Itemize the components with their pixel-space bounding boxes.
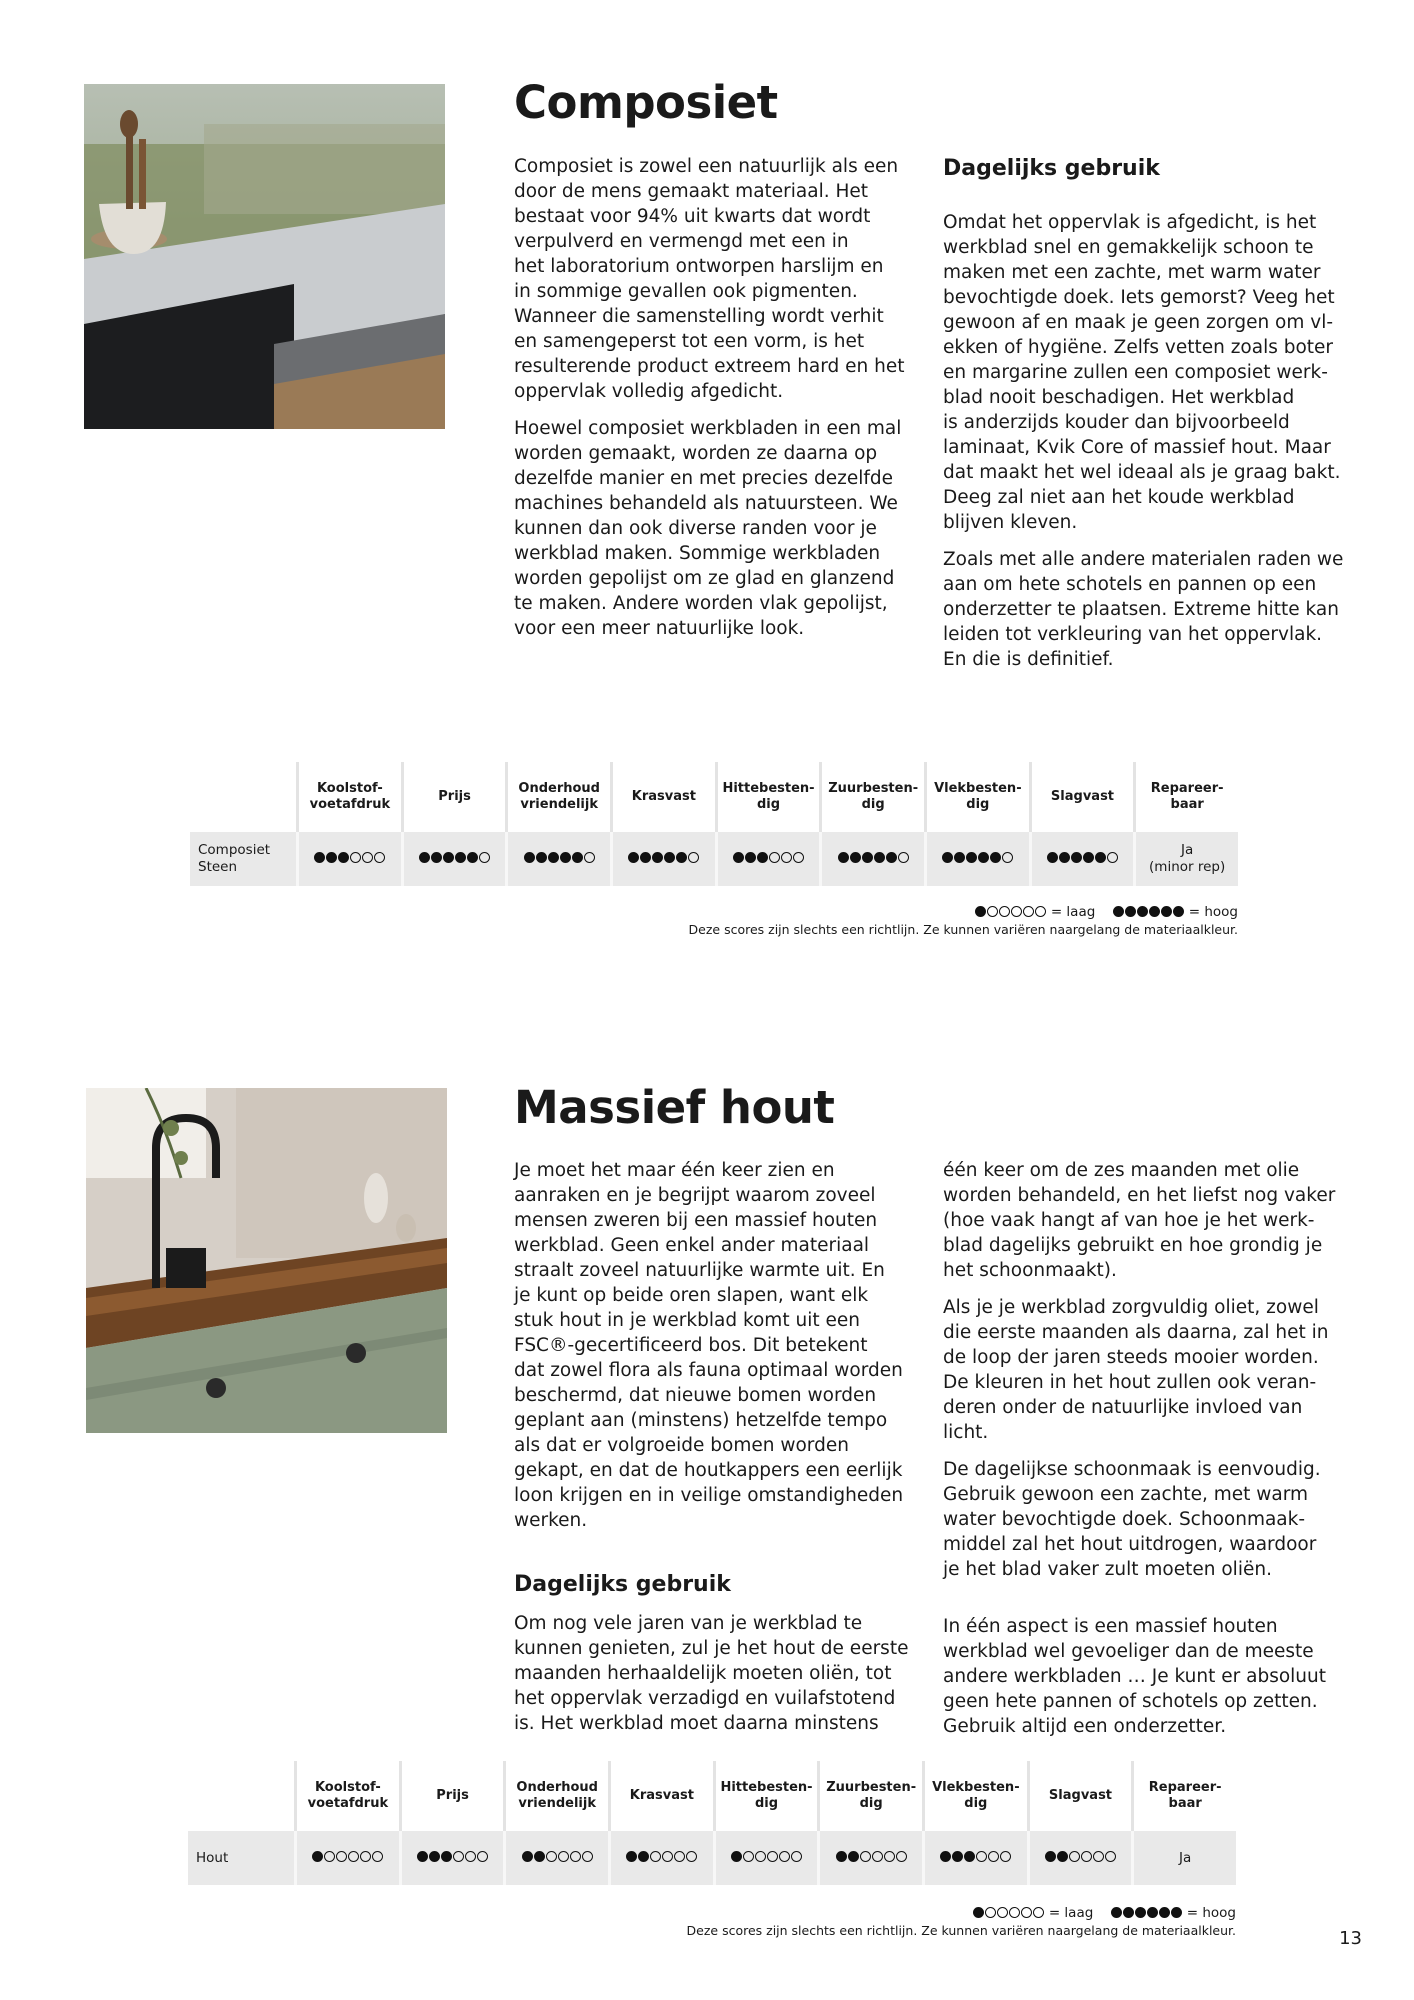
score-cell <box>924 832 1029 886</box>
composiet-paragraph-1: Composiet is zowel een natuurlijk als een door de mens gemaakt materiaal. Het bestaat voor 94% uit kwarts dat wordt verpulverd en vermengd met een in het laboratorium ontworpen harslijm en in sommige gevallen ook pigmenten. Wanneer die samenstelling wordt verhit en samengeperst tot een vorm, is het resulterende product extreem hard en het oppervlak volledig afgedicht. <box>514 156 905 402</box>
score-dot-filled <box>990 852 1001 863</box>
score-dot-empty <box>985 1907 996 1918</box>
score-cell <box>401 832 506 886</box>
score-dot-empty <box>999 906 1010 917</box>
score-dot-filled <box>1111 1907 1122 1918</box>
header-blank <box>190 762 296 832</box>
score-dot-empty <box>674 1851 685 1862</box>
score-dot-empty <box>860 1851 871 1862</box>
score-cell <box>1027 1831 1132 1885</box>
score-dot-filled <box>940 1851 951 1862</box>
score-cell <box>715 832 820 886</box>
score-dots <box>626 1851 698 1862</box>
score-dot-empty <box>336 1851 347 1862</box>
header-repareerbaar: Repareer- baar <box>1133 762 1238 832</box>
score-dot-filled <box>1045 1851 1056 1862</box>
massief-hout-kitchen-photo <box>86 1088 447 1433</box>
score-dot-filled <box>838 852 849 863</box>
score-dot-filled <box>628 852 639 863</box>
composiet-right-column <box>943 210 1363 684</box>
score-dot-filled <box>1057 1851 1068 1862</box>
composiet-left-column <box>514 154 914 653</box>
score-dot-empty <box>769 852 780 863</box>
score-dot-empty <box>348 1851 359 1862</box>
legend-low-dots <box>973 1907 1045 1918</box>
score-dot-filled <box>524 852 535 863</box>
massief-left-column <box>514 1158 924 1545</box>
score-dot-empty <box>324 1851 335 1862</box>
score-dot-empty <box>781 852 792 863</box>
score-dots <box>940 1851 1012 1862</box>
score-cell <box>296 832 401 886</box>
score-dot-filled <box>326 852 337 863</box>
score-dot-empty <box>465 1851 476 1862</box>
header-krasvast: Krasvast <box>610 762 715 832</box>
score-dot-empty <box>362 852 373 863</box>
massief-right-paragraph-2: Als je je werkblad zorgvuldig oliet, zowel die eerste maanden als daarna, zal het in de loop der jaren steeds mooier worden. De kleuren in het hout zullen ook veran- deren onder de natuurlijke invloed van licht. <box>943 1297 1329 1443</box>
header-onderhoud: Onderhoud vriendelijk <box>503 1761 608 1831</box>
massief-right-paragraph-4: In één aspect is een massief houten werkblad wel gevoeliger dan de meeste andere werkbladen … Je kunt er absoluut geen hete pannen of schotels op zetten. Gebruik altijd een onderzetter. <box>943 1616 1327 1737</box>
score-dot-filled <box>522 1851 533 1862</box>
score-dot-empty <box>976 1851 987 1862</box>
score-dot-empty <box>477 1851 488 1862</box>
score-dot-filled <box>1171 1907 1182 1918</box>
row-label: Composiet Steen <box>190 832 296 886</box>
score-dot-filled <box>1147 1907 1158 1918</box>
score-dot-empty <box>546 1851 557 1862</box>
score-dot-filled <box>640 852 651 863</box>
score-dot-filled <box>338 852 349 863</box>
score-dots <box>419 852 491 863</box>
header-slagvast: Slagvast <box>1027 1761 1132 1831</box>
score-dot-empty <box>987 906 998 917</box>
score-dot-empty <box>884 1851 895 1862</box>
header-hittebestendig: Hittebesten- dig <box>715 762 820 832</box>
score-dot-filled <box>1161 906 1172 917</box>
score-dots <box>1044 1851 1116 1862</box>
massief-paragraph-1: Je moet het maar één keer zien en aanraken en je begrijpt waarom zoveel mensen zweren bij een massief houten werkblad. Geen enkel ander materiaal straalt zoveel natuurlijke warmte uit. En je kunt op beide oren slapen, want elk stuk hout in je werkblad komt uit een FSC®-gecertificeerd bos. Dit betekent dat zowel flora als fauna optimaal worden beschermd, dat nieuwe bomen worden geplant aan (minstens) hetzelfde tempo als dat er volgroeide bomen worden gekapt, en dat de houtkappers een eerlijk loon krijgen en in veilige omstandigheden werken. <box>514 1160 904 1531</box>
score-cell <box>1029 832 1134 886</box>
massief-paragraph-2: Om nog vele jaren van je werkblad te kunnen genieten, zul je het hout de eerste maanden herhaaldelijk moeten oliën, tot het oppervlak verzadigd en vuilafstotend is. Het werkblad moet daarna minstens <box>514 1613 909 1734</box>
composiet-subheading: Dagelijks gebruik <box>943 156 1160 181</box>
header-repareerbaar: Repareer- baar <box>1131 1761 1236 1831</box>
massief-left-column-2 <box>514 1611 924 1748</box>
score-dot-filled <box>1095 852 1106 863</box>
score-cell <box>922 1831 1027 1885</box>
score-dots <box>1046 852 1118 863</box>
score-dot-empty <box>558 1851 569 1862</box>
massief-legend <box>973 1904 1236 1922</box>
score-dot-filled <box>455 852 466 863</box>
score-dot-empty <box>1011 906 1022 917</box>
score-dot-empty <box>1093 1851 1104 1862</box>
header-koolstof: Koolstof- voetafdruk <box>294 1761 399 1831</box>
score-dot-empty <box>1009 1907 1020 1918</box>
header-koolstof: Koolstof- voetafdruk <box>296 762 401 832</box>
score-dot-empty <box>1107 852 1118 863</box>
score-dot-empty <box>1069 1851 1080 1862</box>
score-dot-filled <box>314 852 325 863</box>
massief-right-column-2 <box>943 1614 1363 1751</box>
repair-cell: Ja <box>1131 1831 1236 1885</box>
score-dot-filled <box>1173 906 1184 917</box>
score-dot-filled <box>443 852 454 863</box>
header-prijs: Prijs <box>401 762 506 832</box>
score-dot-empty <box>374 852 385 863</box>
score-dot-filled <box>862 852 873 863</box>
score-dot-empty <box>372 1851 383 1862</box>
score-dots <box>314 852 386 863</box>
score-dot-empty <box>584 852 595 863</box>
score-dot-filled <box>664 852 675 863</box>
score-dot-filled <box>572 852 583 863</box>
score-dots <box>837 852 909 863</box>
score-dot-filled <box>652 852 663 863</box>
score-dot-filled <box>560 852 571 863</box>
score-dot-filled <box>952 1851 963 1862</box>
header-onderhoud: Onderhoud vriendelijk <box>505 762 610 832</box>
score-dot-empty <box>898 852 909 863</box>
score-dot-empty <box>791 1851 802 1862</box>
header-krasvast: Krasvast <box>608 1761 713 1831</box>
score-dot-empty <box>872 1851 883 1862</box>
composiet-right-paragraph-1: Omdat het oppervlak is afgedicht, is het werkblad snel en gemakkelijk schoon te maken met een zachte, met warm water bevochtigde doek. Iets gemorst? Veeg het gewoon af en maak je geen zorgen om vl- ekken of hygiëne. Zelfs vetten zoals boter en margarine zullen een composiet werk- blad nooit beschadigen. Het werkblad is anderzijds kouder dan bijvoorbeeld laminaat, Kvik Core of massief hout. Maar dat maakt het wel ideaal als je graag bakt. Deeg zal niet aan het koude werkblad blijven kleven. <box>943 212 1341 533</box>
score-dot-empty <box>1000 1851 1011 1862</box>
score-dot-filled <box>836 1851 847 1862</box>
score-dot-empty <box>360 1851 371 1862</box>
score-dot-empty <box>767 1851 778 1862</box>
score-cell <box>503 1831 608 1885</box>
repair-cell: Ja (minor rep) <box>1133 832 1238 886</box>
score-dots <box>521 1851 593 1862</box>
table-row <box>188 1831 1236 1885</box>
score-dot-filled <box>942 852 953 863</box>
score-dot-filled <box>676 852 687 863</box>
massief-score-table <box>188 1761 1236 1885</box>
score-dot-filled <box>973 1907 984 1918</box>
score-cell <box>505 832 610 886</box>
score-dot-filled <box>1123 1907 1134 1918</box>
score-dots <box>731 1851 803 1862</box>
score-dot-filled <box>548 852 559 863</box>
legend-high-label: = hoog <box>1186 1905 1236 1921</box>
legend-high-label: = hoog <box>1188 904 1238 920</box>
score-dot-filled <box>757 852 768 863</box>
score-dot-empty <box>570 1851 581 1862</box>
score-dot-empty <box>779 1851 790 1862</box>
legend-high-dots <box>1110 1907 1182 1918</box>
score-dot-empty <box>662 1851 673 1862</box>
score-dot-filled <box>978 852 989 863</box>
massief-hout-title: Massief hout <box>514 1081 835 1134</box>
score-dot-filled <box>1149 906 1160 917</box>
page-number: 13 <box>1339 1928 1362 1949</box>
score-dot-filled <box>1135 1907 1146 1918</box>
score-dots <box>523 852 595 863</box>
score-cell <box>819 832 924 886</box>
score-dot-filled <box>312 1851 323 1862</box>
score-dots <box>835 1851 907 1862</box>
score-dot-empty <box>793 852 804 863</box>
score-dot-filled <box>745 852 756 863</box>
score-dot-empty <box>686 1851 697 1862</box>
score-dot-filled <box>850 852 861 863</box>
score-cell <box>399 1831 504 1885</box>
score-dot-empty <box>997 1907 1008 1918</box>
composiet-score-table <box>190 762 1238 886</box>
score-dot-empty <box>650 1851 661 1862</box>
composiet-legend <box>975 903 1238 921</box>
header-hittebestendig: Hittebesten- dig <box>713 1761 818 1831</box>
score-dot-filled <box>1137 906 1148 917</box>
score-dot-filled <box>966 852 977 863</box>
score-dot-filled <box>874 852 885 863</box>
score-cell <box>610 832 715 886</box>
legend-low-label: = laag <box>1048 1905 1094 1921</box>
legend-low-dots <box>975 906 1047 917</box>
score-dot-filled <box>1113 906 1124 917</box>
score-dot-empty <box>755 1851 766 1862</box>
composiet-paragraph-2: Hoewel composiet werkbladen in een mal worden gemaakt, worden ze daarna op dezelfde manier en met precies dezelfde machines behandeld als natuursteen. We kunnen dan ook diverse randen voor je werkblad maken. Sommige werkbladen worden gepolijst om ze glad en glanzend te maken. Andere worden vlak gepolijst, voor een meer natuurlijke look. <box>514 418 902 639</box>
header-blank <box>188 1761 294 1831</box>
score-dots <box>628 852 700 863</box>
score-dot-empty <box>1105 1851 1116 1862</box>
score-dot-empty <box>350 852 361 863</box>
score-dot-filled <box>536 852 547 863</box>
score-dot-empty <box>896 1851 907 1862</box>
score-dot-filled <box>964 1851 975 1862</box>
score-dots <box>942 852 1014 863</box>
header-zuurbestendig: Zuurbesten- dig <box>817 1761 922 1831</box>
score-cell <box>713 1831 818 1885</box>
score-dots <box>733 852 805 863</box>
score-table-header <box>190 762 1238 832</box>
score-dot-filled <box>534 1851 545 1862</box>
score-dot-empty <box>453 1851 464 1862</box>
score-dot-empty <box>988 1851 999 1862</box>
score-dot-filled <box>1047 852 1058 863</box>
table-row <box>190 832 1238 886</box>
composiet-title: Composiet <box>514 76 778 129</box>
score-dot-empty <box>1081 1851 1092 1862</box>
score-dots <box>417 1851 489 1862</box>
score-dot-empty <box>1033 1907 1044 1918</box>
score-dot-empty <box>1021 1907 1032 1918</box>
massief-subheading: Dagelijks gebruik <box>514 1572 731 1597</box>
score-dot-filled <box>886 852 897 863</box>
header-zuurbestendig: Zuurbesten- dig <box>819 762 924 832</box>
score-cell <box>294 1831 399 1885</box>
score-dot-empty <box>1035 906 1046 917</box>
massief-right-paragraph-1: één keer om de zes maanden met olie worden behandeld, en het liefst nog vaker (hoe vaak hangt af van hoe je het werk- blad dagelijks gebruikt en hoe grondig je het schoonmaakt). <box>943 1160 1336 1281</box>
score-dot-filled <box>431 852 442 863</box>
score-dot-empty <box>1002 852 1013 863</box>
score-dot-filled <box>419 852 430 863</box>
score-dot-filled <box>975 906 986 917</box>
massief-right-column <box>943 1158 1363 1594</box>
score-table-header <box>188 1761 1236 1831</box>
header-vlekbestendig: Vlekbesten- dig <box>922 1761 1027 1831</box>
score-dot-filled <box>626 1851 637 1862</box>
score-dot-filled <box>731 1851 742 1862</box>
score-dot-empty <box>479 852 490 863</box>
score-dot-filled <box>1071 852 1082 863</box>
composiet-right-paragraph-2: Zoals met alle andere materialen raden we aan om hete schotels en pannen op een onderzetter te plaatsen. Extreme hitte kan leiden tot verkleuring van het oppervlak. En die is definitief. <box>943 549 1344 670</box>
score-dot-filled <box>733 852 744 863</box>
score-dot-filled <box>429 1851 440 1862</box>
massief-disclaimer: Deze scores zijn slechts een richtlijn. Ze kunnen variëren naargelang de materiaalkleur. <box>686 1923 1236 1938</box>
score-dot-filled <box>954 852 965 863</box>
massief-right-paragraph-3: De dagelijkse schoonmaak is eenvoudig. Gebruik gewoon een zachte, met warm water bevochtigde doek. Schoonmaak- middel zal het hout uitdrogen, waardoor je het blad vaker zult moeten oliën. <box>943 1459 1321 1580</box>
score-dot-filled <box>1159 1907 1170 1918</box>
score-dot-filled <box>467 852 478 863</box>
row-label: Hout <box>188 1831 294 1885</box>
composiet-disclaimer: Deze scores zijn slechts een richtlijn. Ze kunnen variëren naargelang de materiaalkleur. <box>688 922 1238 937</box>
score-dot-filled <box>1059 852 1070 863</box>
score-dot-empty <box>1023 906 1034 917</box>
score-dot-filled <box>1125 906 1136 917</box>
score-cell <box>817 1831 922 1885</box>
score-dot-filled <box>417 1851 428 1862</box>
legend-low-label: = laag <box>1050 904 1096 920</box>
composiet-kitchen-photo <box>84 84 445 429</box>
score-dot-filled <box>1083 852 1094 863</box>
score-dots <box>312 1851 384 1862</box>
score-dot-filled <box>638 1851 649 1862</box>
header-prijs: Prijs <box>399 1761 504 1831</box>
score-cell <box>608 1831 713 1885</box>
header-slagvast: Slagvast <box>1029 762 1134 832</box>
header-vlekbestendig: Vlekbesten- dig <box>924 762 1029 832</box>
score-dot-empty <box>688 852 699 863</box>
score-dot-filled <box>441 1851 452 1862</box>
score-dot-filled <box>848 1851 859 1862</box>
legend-high-dots <box>1112 906 1184 917</box>
score-dot-empty <box>582 1851 593 1862</box>
score-dot-empty <box>743 1851 754 1862</box>
